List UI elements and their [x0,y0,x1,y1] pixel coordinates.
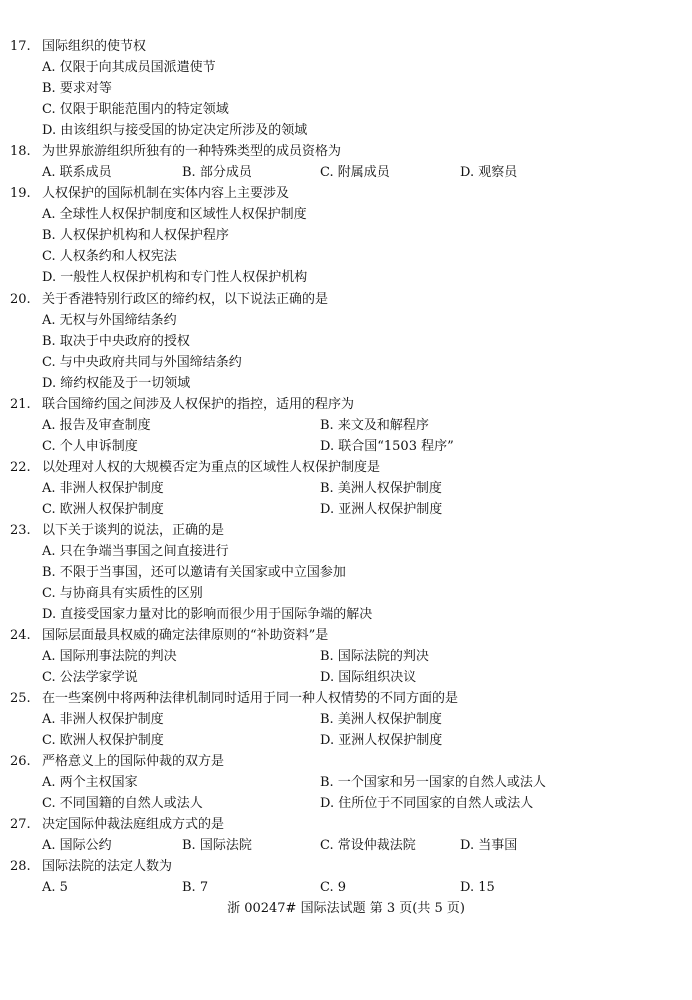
question-number: 19. [10,186,31,201]
page-footer: 浙 00247# 国际法试题 第 3 页(共 5 页) [227,901,465,916]
option-c: C. 9 [320,880,347,895]
question-stem [10,858,172,876]
question-stem [10,522,224,540]
option-a: A. 两个主权国家 [42,775,138,790]
question-number: 20. [10,292,31,307]
question-stem [10,143,341,161]
question-stem [10,753,224,771]
option-c: C. 仅限于职能范围内的特定领域 [42,102,229,117]
option-c: C. 欧洲人权保护制度 [42,502,164,517]
question-number: 17. [10,39,31,54]
option-b: B. 来文及和解程序 [320,418,429,433]
option-a: A. 联系成员 [42,165,112,180]
option-b: B. 美洲人权保护制度 [320,481,442,496]
question-text: 国际组织的使节权 [42,39,147,54]
option-b: B. 国际法院 [182,838,252,853]
option-b: B. 人权保护机构和人权保护程序 [42,228,229,243]
question-stem [10,185,289,203]
option-c: C. 与协商具有实质性的区别 [42,586,203,601]
option-b: B. 取决于中央政府的授权 [42,334,190,349]
option-a: A. 报告及审查制度 [42,418,151,433]
question-number: 23. [10,523,31,538]
question-number: 28. [10,859,31,874]
option-c: C. 公法学家学说 [42,670,138,685]
option-a: A. 全球性人权保护制度和区域性人权保护制度 [42,207,307,222]
option-a: A. 无权与外国缔结条约 [42,313,177,328]
option-a: A. 国际刑事法院的判决 [42,649,177,664]
option-d: D. 15 [460,880,495,895]
question-text: 国际层面最具权威的确定法律原则的“补助资料”是 [42,628,329,643]
option-d: D. 亚洲人权保护制度 [320,733,443,748]
question-text: 国际法院的法定人数为 [42,859,173,874]
option-b: B. 国际法院的判决 [320,649,429,664]
question-stem [10,396,354,414]
option-b: B. 一个国家和另一国家的自然人或法人 [320,775,546,790]
question-text: 为世界旅游组织所独有的一种特殊类型的成员资格为 [42,144,342,159]
question-stem [10,627,328,645]
option-d: D. 当事国 [460,838,518,853]
question-text: 以处理对人权的大规模否定为重点的区域性人权保护制度是 [42,460,381,475]
option-a: A. 非洲人权保护制度 [42,481,164,496]
option-a: A. 非洲人权保护制度 [42,712,164,727]
option-c: C. 人权条约和人权宪法 [42,249,177,264]
option-b: B. 部分成员 [182,165,252,180]
option-d: D. 住所位于不同国家的自然人或法人 [320,796,534,811]
question-text: 人权保护的国际机制在实体内容上主要涉及 [42,186,290,201]
option-a: A. 国际公约 [42,838,112,853]
option-d: D. 观察员 [460,165,518,180]
option-d: D. 亚洲人权保护制度 [320,502,443,517]
question-stem [10,816,224,834]
option-b: B. 7 [182,880,209,895]
option-a: A. 只在争端当事国之间直接进行 [42,544,229,559]
question-stem [10,291,328,309]
option-d: D. 联合国“1503 程序” [320,439,454,454]
question-number: 22. [10,460,31,475]
question-text: 关于香港特别行政区的缔约权，以下说法正确的是 [42,292,329,307]
question-text: 联合国缔约国之间涉及人权保护的指控，适用的程序为 [42,397,355,412]
question-stem [10,38,146,56]
question-number: 21. [10,397,31,412]
option-b: B. 美洲人权保护制度 [320,712,442,727]
option-c: C. 常设仲裁法院 [320,838,416,853]
question-number: 24. [10,628,31,643]
option-a: A. 5 [42,880,68,895]
option-d: D. 国际组织决议 [320,670,417,685]
option-c: C. 个人申诉制度 [42,439,138,454]
question-number: 27. [10,817,31,832]
option-c: C. 与中央政府共同与外国缔结条约 [42,355,242,370]
option-c: C. 欧洲人权保护制度 [42,733,164,748]
option-d: D. 由该组织与接受国的协定决定所涉及的领域 [42,123,308,138]
question-stem [10,459,380,477]
question-number: 26. [10,754,31,769]
option-b: B. 不限于当事国，还可以邀请有关国家或中立国参加 [42,565,346,580]
question-number: 25. [10,691,31,706]
question-text: 在一些案例中将两种法律机制同时适用于同一种人权情势的不同方面的是 [42,691,459,706]
option-b: B. 要求对等 [42,81,112,96]
question-text: 严格意义上的国际仲裁的双方是 [42,754,225,769]
question-text: 决定国际仲裁法庭组成方式的是 [42,817,225,832]
option-d: D. 缔约权能及于一切领域 [42,376,191,391]
question-number: 18. [10,144,31,159]
option-d: D. 直接受国家力量对比的影响而很少用于国际争端的解决 [42,607,373,622]
option-c: C. 附属成员 [320,165,390,180]
option-c: C. 不同国籍的自然人或法人 [42,796,203,811]
question-text: 以下关于谈判的说法，正确的是 [42,523,225,538]
option-d: D. 一般性人权保护机构和专门性人权保护机构 [42,270,308,285]
option-a: A. 仅限于向其成员国派遣使节 [42,60,216,75]
question-stem [10,690,458,708]
